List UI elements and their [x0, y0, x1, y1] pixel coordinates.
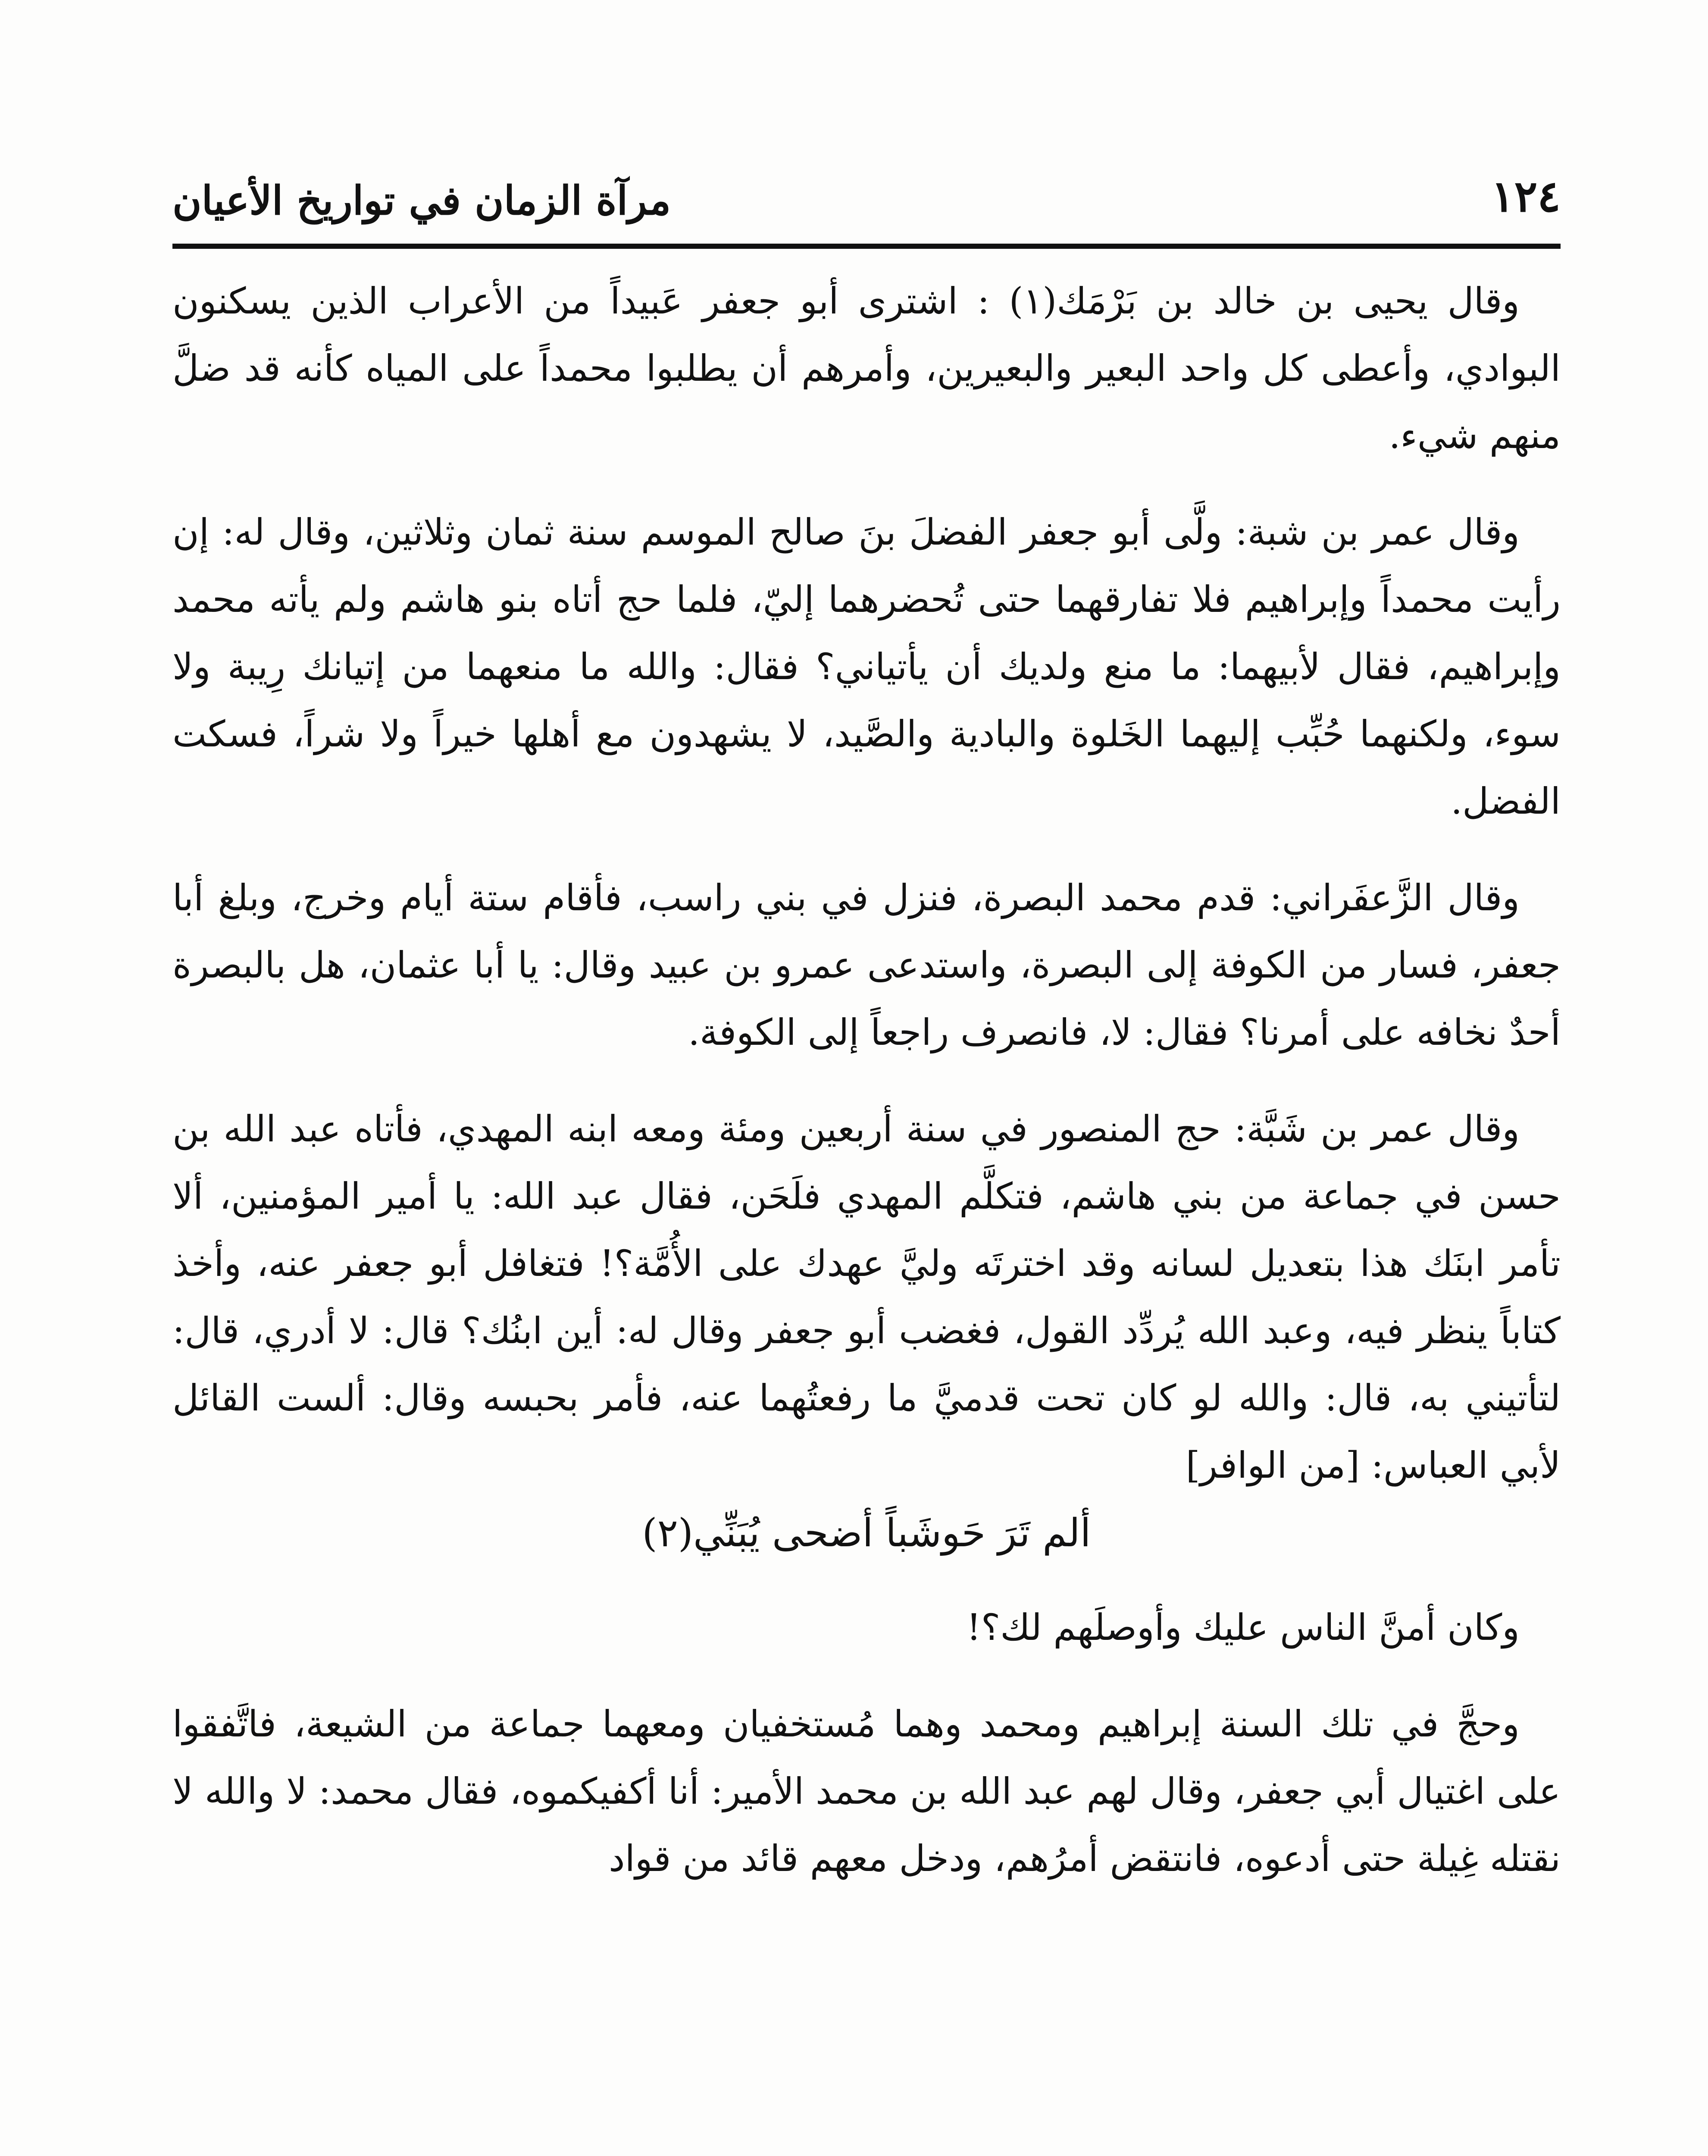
paragraph: وقال الزَّعفَراني: قدم محمد البصرة، فنزل في بني راسب، فأقام ستة أيام وخرج، وبلغ أبا جعفر، فسار من الكوفة إلى البصرة، واستدعى عمرو بن عبيد وقال: يا أبا عثمان، هل بالبصرة أحدٌ نخافه على أمرنا؟ فقال: لا، فانصرف راجعاً إلى الكوفة.: [172, 877, 1561, 1053]
paragraph: وقال عمر بن شَبَّة: حج المنصور في سنة أربعين ومئة ومعه ابنه المهدي، فأتاه عبد الله بن حسن في جماعة من بني هاشم، فتكلَّم المهدي فلَحَن، فقال عبد الله: يا أمير المؤمنين، ألا تأمر ابنَك هذا بتعديل لسانه وقد اخترتَه وليَّ عهدك على الأُمَّة؟! فتغافل أبو جعفر عنه، وأخذ كتاباً ينظر فيه، وعبد الله يُردِّد القول، فغضب أبو جعفر وقال له: أين ابنُك؟ قال: لا أدري، قال: لتأتيني به، قال: والله لو كان تحت قدميَّ ما رفعتُهما عنه، فأمر بحبسه وقال: ألست القائل لأبي العباس: [من الوافر]: [172, 1108, 1561, 1486]
paragraph: وحجَّ في تلك السنة إبراهيم ومحمد وهما مُستخفيان ومعهما جماعة من الشيعة، فاتَّفقوا على اغتيال أبي جعفر، وقال لهم عبد الله بن محمد الأمير: أنا أكفيكموه، فقال محمد: لا والله لا نقتله غِيلة حتى أدعوه، فانتقض أمرُهم، ودخل معهم قائد من قواد: [172, 1703, 1561, 1880]
header-rule: [172, 244, 1561, 249]
paragraph-after-poem: وكان أمنَّ الناس عليك وأوصلَهم لك؟!: [966, 1606, 1520, 1648]
page-header: [172, 155, 1561, 241]
paragraph: وقال عمر بن شبة: ولَّى أبو جعفر الفضلَ بنَ صالح الموسم سنة ثمان وثلاثين، وقال له: إن رأيت محمداً وإبراهيم فلا تفارقهما حتى تُحضرهما إليّ، فلما حج أتاه بنو هاشم ولم يأته محمد وإبراهيم، فقال لأبيهما: ما منع ولديك أن يأتياني؟ فقال: والله ما منعهما من إتيانك رِيبة ولا سوء، ولكنهما حُبِّب إليهما الخَلوة والبادية والصَّيد، لا يشهدون مع أهلها خيراً ولا شراً، فسكت الفضل.: [172, 511, 1561, 822]
page-number: ١٢٤: [1491, 171, 1561, 222]
main-text: [172, 267, 1561, 1921]
paragraph: وقال يحيى بن خالد بن بَرْمَك(١) : اشترى أبو جعفر عَبيداً من الأعراب الذين يسكنون البوادي، وأعطى كل واحد البعير والبعيرين، وأمرهم أن يطلبوا محمداً على المياه كأنه قد ضلَّ منهم شيء.: [172, 280, 1561, 457]
running-title: مرآة الزمان في تواريخ الأعيان: [172, 177, 671, 224]
poem-verse: ألم تَرَ حَوشَباً أضحى يُبَنِّي(٢): [642, 1510, 1091, 1556]
